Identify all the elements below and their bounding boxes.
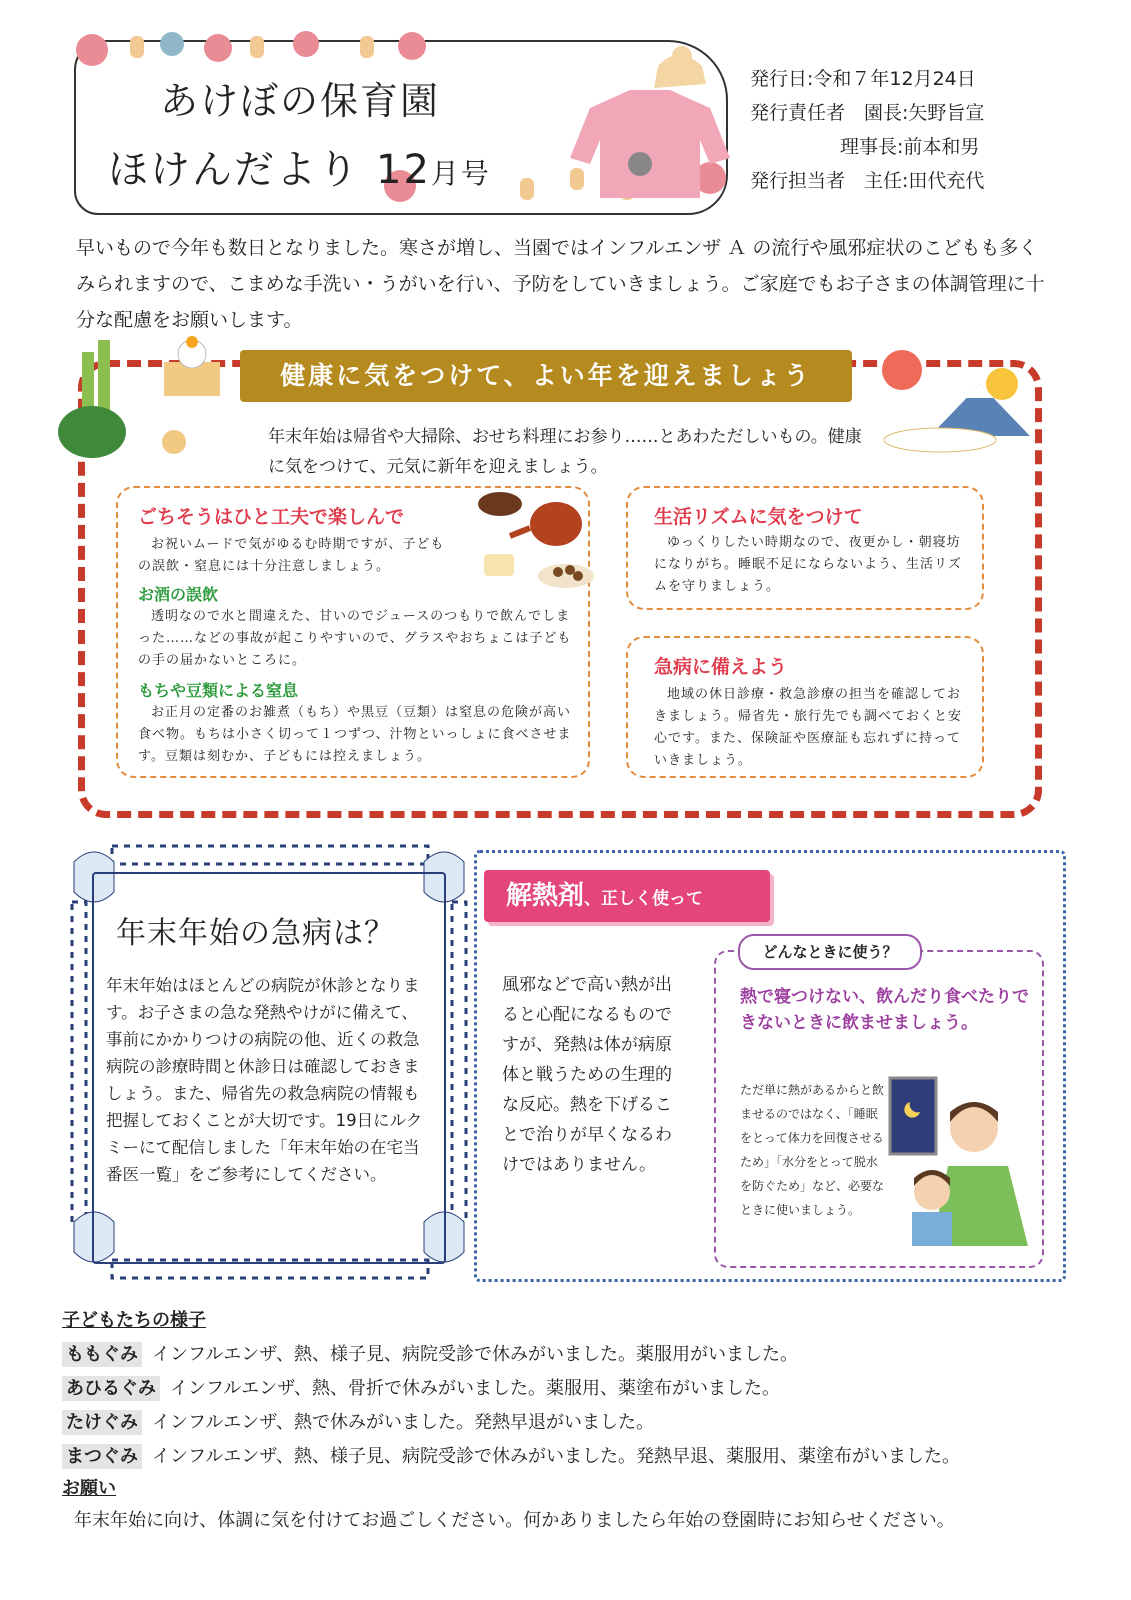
food-tips-heading: ごちそうはひと工夫で楽しんで	[138, 506, 405, 528]
food-tips-text: お祝いムードで気がゆるむ時期ですが、子どもの誤飲・窒息には十分注意しましょう。	[138, 537, 445, 574]
class-name: たけぐみ	[62, 1410, 142, 1435]
mochi-heading: もちや豆類による窒息	[138, 681, 299, 700]
children-status-title: 子どもたちの様子	[62, 1310, 206, 1331]
issue-date: 発行日:令和７年12月24日	[750, 68, 976, 90]
class-name: まつぐみ	[62, 1444, 142, 1469]
class-status-row	[62, 1442, 960, 1468]
emergency-title: 年末年始の急病は？	[116, 916, 395, 951]
issue-staff: 発行担当者 主任:田代充代	[750, 170, 985, 192]
issue-responsible: 発行責任者 園長:矢野旨宣	[750, 102, 985, 124]
teapot-food-illustration	[470, 484, 598, 596]
antipyretic-banner-subtitle: 、正しく使って	[584, 889, 704, 909]
newsletter-title-text: ほけんだより	[108, 147, 360, 193]
class-name: ももぐみ	[62, 1342, 142, 1367]
class-status-text: インフルエンザ、熱、骨折で休みがいました。薬服用、薬塗布がいました。	[170, 1378, 781, 1399]
newsletter-school-name: あけぼの保育園	[160, 79, 441, 123]
class-status-row	[62, 1408, 654, 1434]
issue-director: 理事長:前本和男	[840, 136, 980, 158]
newsletter-title	[108, 138, 491, 195]
mochi-text: お正月の定番のお雑煮（もち）や黒豆（豆類）は窒息の危険が高い食べ物。もちは小さく切って１つずつ、汁物といっしょに食べさせます。豆類は刻むか、子どもには控えましょう。	[138, 705, 572, 764]
class-status-text: インフルエンザ、熱で休みがいました。発熱早退がいました。	[152, 1412, 655, 1433]
alcohol-heading: お酒の誤飲	[138, 585, 219, 604]
rhythm-heading: 生活リズムに気をつけて	[654, 506, 863, 528]
emergency-body: 年末年始はほとんどの病院が休診となります。お子さまの急な発熱やけがに備えて、事前にかかりつけの病院の他、近くの救急病院の診療時間と休診日は確認しておきましょう。また、帰省先の救急病院の情報も把握しておくことが大切です。19日にルクミーにて配信しました「年末年始の在宅当番医一覧」をご参考にしてください。	[106, 976, 423, 1184]
when-to-use-label: どんなときに使う？	[738, 934, 922, 970]
request-title: お願い	[62, 1478, 116, 1499]
yarn-ball-icon	[204, 34, 232, 62]
class-status-text: インフルエンザ、熱、様子見、病院受診で休みがいました。薬服用がいました。	[152, 1344, 799, 1365]
rhythm-text: ゆっくりしたい時期なので、夜更かし・朝寝坊になりがち。睡眠不足にならないよう、生活リズムを守りましょう。	[654, 535, 962, 594]
when-to-use-detail: ただ単に熱があるからと飲ませるのではなく、「睡眠をとって体力を回復させるため」「水分をとって脱水を防ぐため」など、必要なときに使いましょう。	[740, 1083, 885, 1217]
when-to-use-main: 熱で寝つけない、飲んだり食べたりできないときに飲ませましょう。	[740, 987, 1029, 1033]
intro-paragraph: 早いもので今年も数日となりました。寒さが増し、当園ではインフルエンザ Ａ の流行や風邪症状のこどもも多くみられますので、こまめな手洗い・うがいを行い、予防をしていきましょう。ご家庭でもお子さまの体調管理に十分な配慮をお願いします。	[76, 237, 1045, 331]
new-year-decoration-illustration	[52, 332, 242, 472]
class-status-row	[62, 1374, 780, 1400]
issue-number: 12	[376, 147, 431, 193]
issue-suffix: 月号	[430, 157, 491, 190]
request-body: 年末年始に向け、体調に気を付けてお過ごしください。何かありましたら年始の登園時にお知らせください。	[74, 1510, 955, 1531]
issue-meta	[750, 62, 984, 198]
class-status-row	[62, 1340, 798, 1366]
health-banner: 健康に気をつけて、よい年を迎えましょう	[240, 350, 852, 402]
alcohol-text: 透明なので水と間違えた、甘いのでジュースのつもりで飲んでしまった……などの事故が起こりやすいので、グラスやおちょこは子どもの手の届かないところに。	[138, 609, 572, 668]
mt-fuji-decoration-illustration	[870, 340, 1040, 460]
antipyretic-body: 風邪などで高い熱が出ると心配になるものですが、発熱は体が病原体と戦うための生理的な反応。熱を下げることで治りが早くなるわけではありません。	[502, 975, 672, 1175]
parent-child-illustration	[888, 1076, 1038, 1246]
emergency-prep-heading: 急病に備えよう	[654, 656, 788, 678]
antipyretic-banner-title: 解熱剤	[506, 881, 585, 911]
antipyretic-banner	[484, 870, 770, 922]
class-status-text: インフルエンザ、熱、様子見、病院受診で休みがいました。発熱早退、薬服用、薬塗布がいました。	[152, 1446, 961, 1467]
class-name: あひるぐみ	[62, 1376, 160, 1401]
yarn-ball-icon	[76, 34, 108, 66]
emergency-prep-text: 地域の休日診療・救急診療の担当を確認しておきましょう。帰省先・旅行先でも調べておくと安心です。また、保険証や医療証も忘れずに持っていきましょう。	[654, 687, 963, 768]
health-intro: 年末年始は帰省や大掃除、おせち料理にお参り……とあわただしいもの。健康に気をつけて、元気に新年を迎えましょう。	[268, 427, 862, 477]
